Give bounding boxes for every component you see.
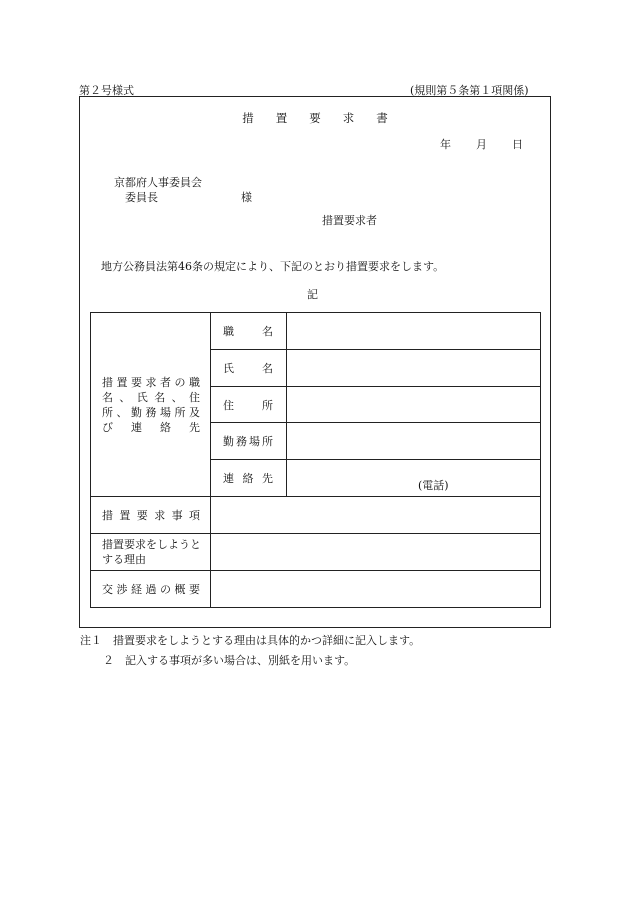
field-label-address: 住所 (211, 387, 287, 423)
ki-label: 記 (307, 288, 318, 301)
row-label-request-items: 措置要求事項 (91, 497, 211, 534)
date-year: 年 (440, 138, 451, 151)
row-label-reason: 措置要求をしようとする理由 (91, 534, 211, 571)
row-input-negotiation[interactable] (211, 571, 541, 608)
note-1: 注１ 措置要求をしようとする理由は具体的かつ詳細に記入します。 (80, 634, 421, 647)
field-input-address[interactable] (287, 387, 541, 423)
date-month: 月 (476, 138, 487, 151)
field-label-position: 職名 (211, 313, 287, 350)
field-input-position[interactable] (287, 313, 541, 350)
row-input-request-items[interactable] (211, 497, 541, 534)
intro-text: 地方公務員法第46条の規定により、下記のとおり措置要求をします。 (101, 260, 445, 273)
requester-label: 措置要求者 (322, 214, 377, 227)
requester-info-header (91, 313, 211, 497)
row-label-negotiation: 交渉経過の概要 (91, 571, 211, 608)
requester-info-line: 名、氏名、住 (102, 390, 200, 404)
addressee-honorific: 様 (241, 191, 252, 204)
field-label-contact: 連絡先 (211, 460, 287, 497)
addressee-title: 委員長 (125, 191, 158, 204)
date-line (440, 136, 523, 152)
field-label-workplace: 勤務場所 (211, 423, 287, 460)
field-input-name[interactable] (287, 350, 541, 387)
phone-label: (電話) (418, 479, 449, 492)
addressee-organization: 京都府人事委員会 (114, 176, 202, 189)
requester-info-line: 措置要求者の職 (102, 375, 200, 389)
date-day: 日 (512, 138, 523, 151)
field-label-name: 氏名 (211, 350, 287, 387)
field-input-contact[interactable] (287, 460, 541, 497)
note-2: ２ 記入する事項が多い場合は、別紙を用います。 (103, 654, 356, 667)
row-input-reason[interactable] (211, 534, 541, 571)
form-number: 第２号様式 (79, 84, 134, 97)
field-input-workplace[interactable] (287, 423, 541, 460)
document-title: 措置要求書 (242, 111, 410, 125)
requester-info-line: 所、勤務場所及 (102, 405, 200, 419)
requester-info-line: び連絡先 (102, 420, 200, 434)
request-table (90, 312, 541, 608)
rule-reference: (規則第５条第１項関係) (410, 84, 529, 97)
